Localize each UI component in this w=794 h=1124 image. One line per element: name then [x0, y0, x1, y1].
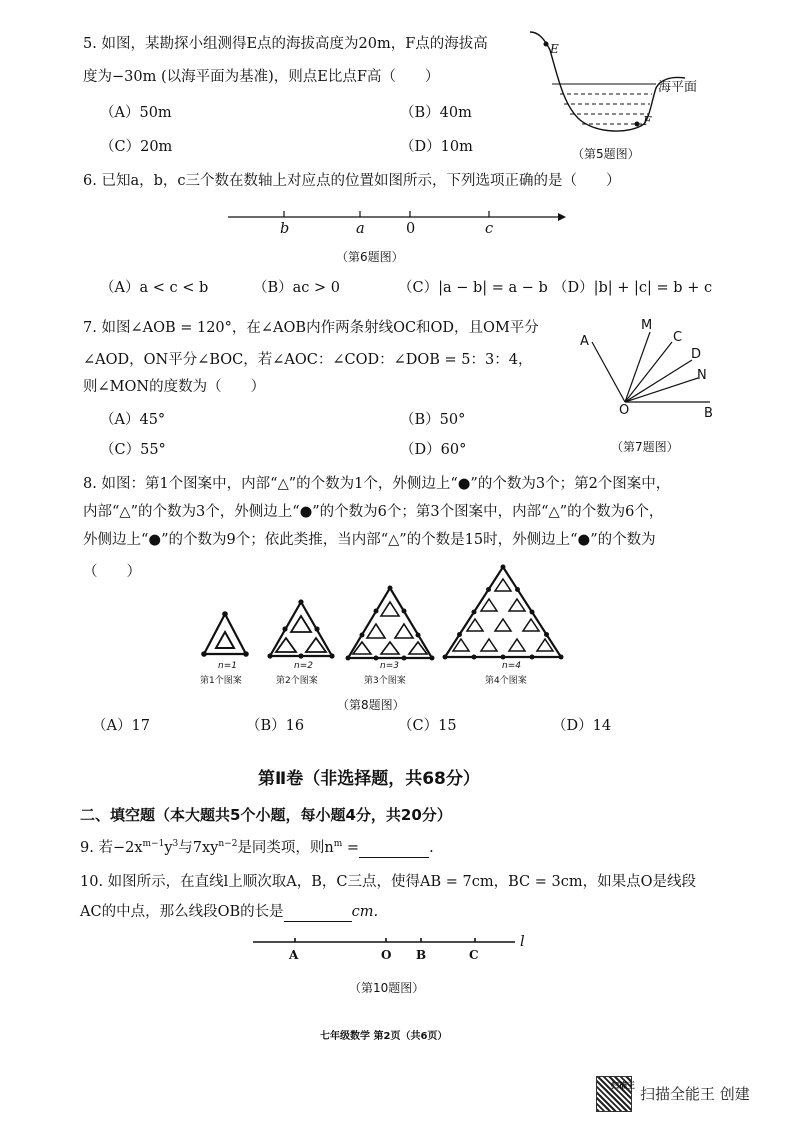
q7-label-b: B — [704, 406, 713, 421]
q10-stem-line1: 10. 如图所示，在直线l上顺次取A，B，C三点，使得AB = 7cm，BC = 3cm，如果点O是线段 — [80, 874, 696, 890]
q8-pattern-2 — [266, 598, 336, 660]
q10-point-b: B — [416, 948, 427, 962]
q10-answer-blank[interactable] — [284, 907, 352, 922]
q7-label-m: M — [641, 318, 653, 333]
q10-line2-post: cm. — [351, 904, 379, 920]
q9-mid-2: 与7xy — [178, 839, 219, 856]
watermark-text: 扫描全能王 创建 — [640, 1085, 750, 1103]
q8-stem-line4: （ ） — [83, 564, 141, 580]
q10-line-label-l: l — [520, 934, 525, 950]
q8-stem-line3: 外侧边上“●”的个数为9个；依此类推，当内部“△”的个数是15时，外侧边上“●”的个数为 — [83, 532, 656, 548]
q8-option-c: （C）15 — [398, 718, 457, 734]
q8-caption: （第8题图） — [337, 698, 405, 712]
q7-label-d: D — [691, 347, 702, 362]
q8-option-b: （B）16 — [246, 718, 305, 734]
q6-option-c: （C）|a − b| = a − b — [398, 280, 548, 296]
q7-label-o: O — [619, 403, 630, 418]
q9-exp-4: m — [333, 839, 343, 849]
q9-mid-1: y — [164, 839, 173, 856]
q9-exp-2: 3 — [172, 839, 179, 849]
q9-stem: 9. 若$-2x^{m-1}y^3$与$7xy^{n-2}$是同类项，则$n^m$ = . — [80, 839, 434, 856]
q7-option-d: （D）60° — [400, 442, 467, 458]
q7-stem-line2: ∠AOD，ON平分∠BOC，若∠AOC：∠COD：∠DOB = 5：3：4， — [83, 352, 533, 368]
q7-stem-line1: 7. 如图∠AOB = 120°，在∠AOB内作两条射线OC和OD，且OM平分 — [83, 320, 539, 336]
q6-option-b: （B）ac > 0 — [253, 280, 341, 296]
q8-pattern-3-label: 第3个图案 — [364, 676, 406, 686]
page-footer: 七年级数学 第2页（共6页） — [320, 1031, 448, 1042]
q8-pattern-4-n: n=4 — [502, 661, 521, 671]
q10-line2-pre: AC的中点，那么线段OB的长是 — [80, 904, 284, 920]
q6-axis-label-b: b — [280, 221, 290, 237]
q8-pattern-3-n: n=3 — [380, 661, 399, 671]
q8-pattern-2-label: 第2个图案 — [276, 676, 318, 686]
q5-option-b: （B）40m — [400, 105, 472, 121]
q9-exp-1: m−1 — [142, 839, 165, 849]
q10-caption: （第10题图） — [349, 981, 425, 995]
watermark-qr-text: 扫描王 — [611, 1081, 635, 1090]
q10-point-o: O — [381, 948, 392, 962]
q6-option-a: （A）a < c < b — [100, 280, 209, 296]
q8-pattern-1-label: 第1个图案 — [200, 676, 242, 686]
q8-pattern-3 — [344, 584, 436, 662]
q6-stem: 6. 已知a，b，c三个数在数轴上对应点的位置如图所示，下列选项正确的是（ ） — [83, 173, 621, 189]
q6-option-d: （D）|b| + |c| = b + c — [553, 280, 713, 296]
q5-label-f: F — [643, 114, 652, 128]
q8-pattern-2-n: n=2 — [294, 661, 313, 671]
q7-label-c: C — [673, 330, 683, 345]
q7-label-a: A — [580, 334, 589, 349]
q9-suffix: = — [342, 839, 360, 856]
q6-axis-label-a: a — [356, 221, 365, 237]
q10-point-a: A — [289, 948, 299, 962]
q8-pattern-4 — [441, 563, 565, 661]
q6-axis-label-c: c — [485, 221, 494, 237]
q6-axis-label-zero: 0 — [406, 221, 416, 237]
q7-label-n: N — [697, 368, 707, 383]
q5-option-d: （D）10m — [400, 139, 473, 155]
q5-label-e: E — [550, 42, 559, 56]
q10-point-c: C — [469, 948, 479, 962]
q8-pattern-1-n: n=1 — [218, 661, 237, 671]
q7-option-a: （A）45° — [100, 412, 166, 428]
q8-option-d: （D）14 — [552, 718, 612, 734]
q7-stem-line3: 则∠MON的度数为（ ） — [83, 379, 266, 395]
q5-option-a: （A）50m — [100, 105, 172, 121]
q5-caption: （第5题图） — [572, 147, 640, 161]
q5-stem-line2: 度为−30m (以海平面为基准)，则点E比点F高（ ） — [83, 69, 440, 85]
q5-stem-line1: 5. 如图，某勘探小组测得E点的海拔高度为20m，F点的海拔高 — [83, 36, 488, 52]
q9-answer-blank[interactable] — [359, 843, 429, 858]
q7-caption: （第7题图） — [611, 440, 679, 454]
q6-number-line — [228, 207, 568, 227]
q9-prefix: 9. 若−2x — [80, 839, 143, 856]
q8-pattern-1 — [200, 610, 250, 658]
section2-title: 二、填空题（本大题共5个小题，每小题4分，共20分） — [80, 806, 452, 824]
q8-stem-line1: 8. 如图：第1个图案中，内部“△”的个数为1个，外侧边上“●”的个数为3个；第2个图案中， — [83, 476, 671, 492]
q5-option-c: （C）20m — [100, 139, 173, 155]
q8-stem-line2: 内部“△”的个数为3个，外侧边上“●”的个数为6个；第3个图案中，内部“△”的个数为6个， — [83, 504, 664, 520]
q8-option-a: （A）17 — [92, 718, 150, 734]
q9-mid-3: 是同类项，则n — [237, 839, 334, 856]
q7-option-c: （C）55° — [100, 442, 166, 458]
q10-stem-line2 — [80, 902, 378, 922]
q6-caption: （第6题图） — [336, 250, 404, 264]
part2-title: 第Ⅱ卷（非选择题，共68分） — [258, 769, 480, 789]
q8-pattern-4-label: 第4个图案 — [485, 676, 527, 686]
q9-exp-3: n−2 — [218, 839, 238, 849]
q5-label-sea-level: 海平面 — [658, 80, 698, 95]
q7-option-b: （B）50° — [400, 412, 466, 428]
